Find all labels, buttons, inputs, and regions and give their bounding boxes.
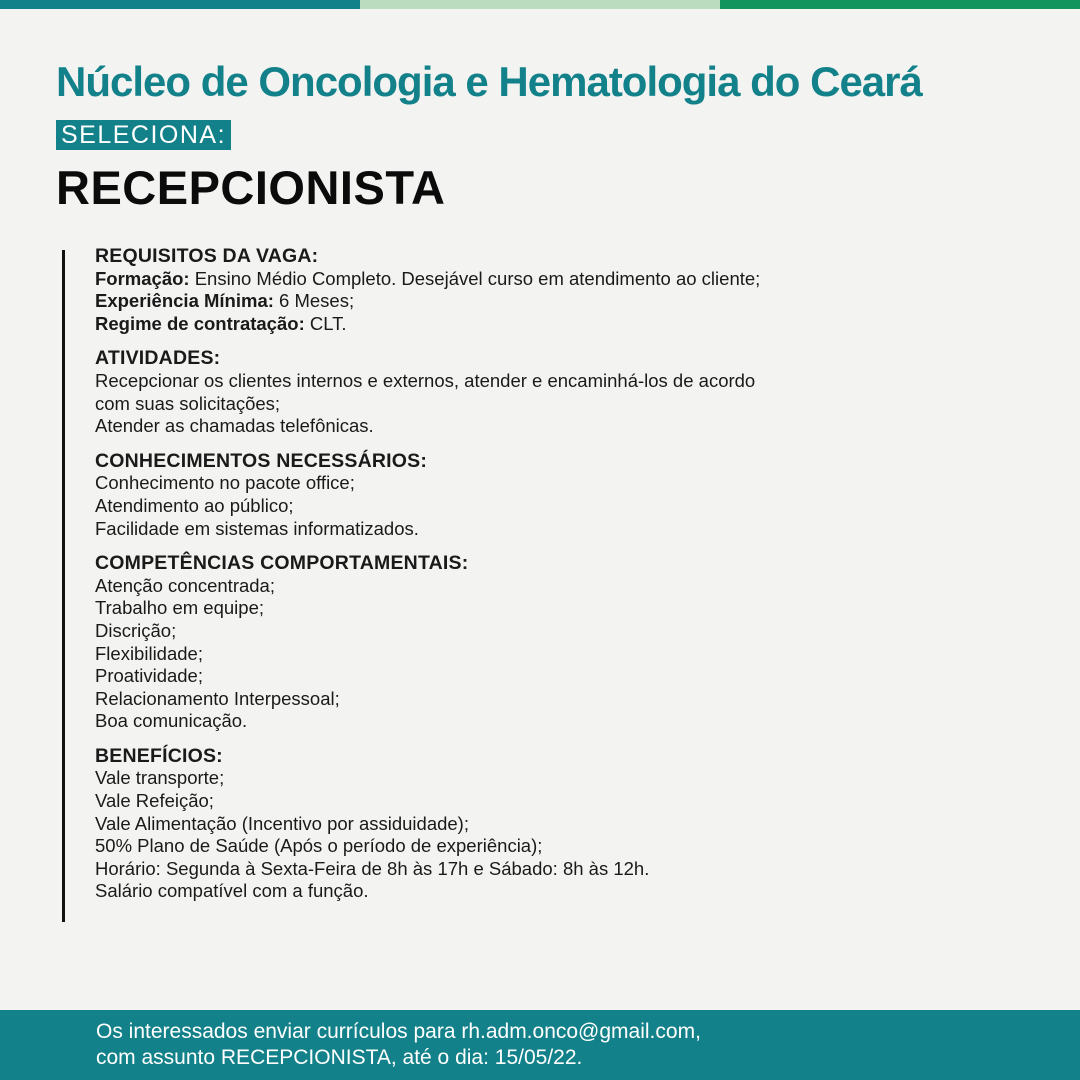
list-item: Atender as chamadas telefônicas. — [95, 415, 374, 437]
list-item: Salário compatível com a função. — [95, 880, 369, 902]
section-beneficios — [95, 745, 975, 903]
footer-banner — [0, 1010, 1080, 1080]
section-title: COMPETÊNCIAS COMPORTAMENTAIS: — [95, 552, 469, 575]
list-item: Proatividade; — [95, 665, 203, 687]
list-item: Flexibilidade; — [95, 642, 203, 664]
footer-line: Os interessados enviar currículos para rh.adm.onco@gmail.com, — [96, 1020, 701, 1043]
requirement-label: Formação: — [95, 267, 190, 289]
list-item: Boa comunicação. — [95, 710, 248, 732]
seleciona-badge: SELECIONA: — [56, 120, 231, 150]
list-item: 50% Plano de Saúde (Após o período de experiência); — [95, 835, 543, 857]
list-item: com suas solicitações; — [95, 392, 281, 414]
job-title: RECEPCIONISTA — [56, 161, 446, 214]
footer-line: com assunto RECEPCIONISTA, até o dia: 15/05/22. — [96, 1046, 583, 1069]
content-divider-line — [62, 250, 65, 922]
section-requisitos — [95, 245, 975, 335]
list-item: Horário: Segunda à Sexta-Feira de 8h às 17h e Sábado: 8h às 12h. — [95, 857, 650, 879]
requirement-label: Experiência Mínima: — [95, 290, 274, 312]
section-conhecimentos — [95, 450, 975, 540]
requirement-experiencia — [95, 290, 975, 313]
list-item: Atendimento ao público; — [95, 494, 294, 516]
top-bar-green-segment — [720, 0, 1080, 9]
job-details — [95, 245, 975, 915]
requirement-label: Regime de contratação: — [95, 312, 305, 334]
top-color-bar — [0, 0, 1080, 9]
list-item: Relacionamento Interpessoal; — [95, 687, 340, 709]
requirement-value: 6 Meses; — [273, 290, 355, 312]
list-item: Conhecimento no pacote office; — [95, 472, 355, 494]
top-bar-light-segment — [360, 0, 720, 9]
section-title: ATIVIDADES: — [95, 347, 221, 370]
list-item: Facilidade em sistemas informatizados. — [95, 517, 419, 539]
list-item: Vale transporte; — [95, 767, 225, 789]
list-item: Trabalho em equipe; — [95, 597, 265, 619]
requirement-regime — [95, 313, 975, 336]
list-item: Vale Refeição; — [95, 790, 214, 812]
requirement-formacao — [95, 268, 975, 291]
top-bar-teal-segment — [0, 0, 360, 9]
list-item: Recepcionar os clientes internos e externos, atender e encaminhá-los de acordo — [95, 369, 756, 391]
section-title: REQUISITOS DA VAGA: — [95, 245, 319, 267]
application-instructions — [96, 1019, 701, 1071]
section-title: BENEFÍCIOS: — [95, 744, 223, 767]
requirement-value: CLT. — [304, 312, 347, 334]
list-item: Vale Alimentação (Incentivo por assiduidade); — [95, 812, 469, 834]
section-title: CONHECIMENTOS NECESSÁRIOS: — [95, 449, 428, 472]
section-competencias — [95, 552, 975, 733]
list-item: Atenção concentrada; — [95, 574, 275, 596]
org-name-heading: Núcleo de Oncologia e Hematologia do Ceará — [56, 58, 922, 105]
list-item: Discrição; — [95, 619, 177, 641]
section-atividades — [95, 347, 975, 437]
requirement-value: Ensino Médio Completo. Desejável curso em atendimento ao cliente; — [189, 267, 761, 289]
